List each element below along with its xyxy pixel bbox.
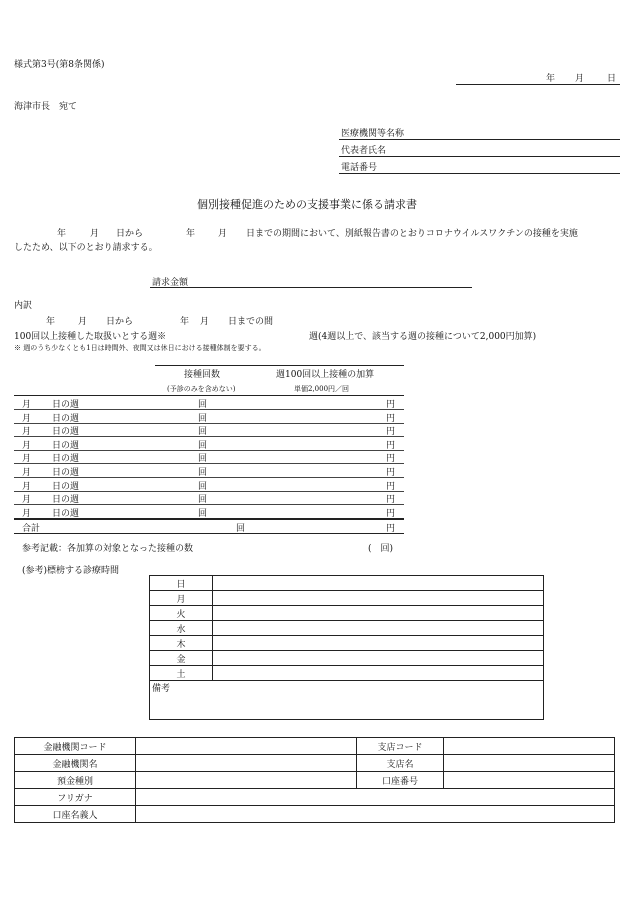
total-unit: 回 xyxy=(236,524,246,534)
weeks-label: 100回以上接種した取扱いとする週※ xyxy=(14,332,167,342)
hours-day-field[interactable] xyxy=(213,651,544,666)
intro-month1: 月 xyxy=(90,229,100,239)
account-holder-field[interactable] xyxy=(136,806,615,823)
weekly-table-top-line xyxy=(155,365,404,366)
hours-day-field[interactable] xyxy=(213,591,544,606)
claim-amount-label: 請求金額 xyxy=(152,278,189,288)
breakdown-month2: 月 xyxy=(200,317,210,327)
date-month: 月 xyxy=(575,74,585,84)
intro-from: 日から xyxy=(116,229,144,239)
breakdown-from: 日から xyxy=(106,317,134,327)
breakdown-month1: 月 xyxy=(78,317,88,327)
col-addition-header: 週100回以上接種の加算 xyxy=(276,370,375,380)
phone-line xyxy=(339,173,620,174)
intro-line2: したため、以下のとおり請求する。 xyxy=(14,243,158,253)
bank-row xyxy=(15,755,615,772)
week-count-unit: 回 xyxy=(198,400,208,410)
week-row xyxy=(14,396,404,410)
hours-day-field[interactable] xyxy=(213,621,544,636)
week-row xyxy=(14,505,404,519)
week-day-label: 日の週 xyxy=(52,508,80,519)
week-day-label: 日の週 xyxy=(52,454,80,465)
week-yen-unit: 円 xyxy=(386,468,396,478)
account-holder-label: 口座名義人 xyxy=(15,806,136,823)
date-day: 日 xyxy=(607,74,617,84)
week-count-unit: 回 xyxy=(198,454,208,465)
date-year: 年 xyxy=(546,74,556,84)
bank-row xyxy=(15,806,615,823)
week-month-label: 月 xyxy=(22,400,32,410)
reference-paren: ( 回) xyxy=(368,544,394,554)
week-count-unit: 回 xyxy=(198,427,208,438)
account-number-label: 口座番号 xyxy=(357,772,444,789)
week-yen-unit: 円 xyxy=(386,508,396,519)
week-day-label: 日の週 xyxy=(52,427,80,438)
hours-day-label: 月 xyxy=(150,591,213,606)
asterisk-note: ※ 週のうち少なくとも1日は時間外、夜間又は休日における接種体制を要する。 xyxy=(14,344,266,352)
week-month-label: 月 xyxy=(22,468,32,478)
institution-name-line xyxy=(339,139,620,140)
week-yen-unit: 円 xyxy=(386,440,396,451)
week-day-label: 日の週 xyxy=(52,495,80,506)
intro-year1: 年 xyxy=(57,229,67,239)
branch-name-field[interactable] xyxy=(444,755,615,772)
branch-name-label: 支店名 xyxy=(357,755,444,772)
week-row xyxy=(14,464,404,478)
representative-line xyxy=(339,156,620,157)
hours-day-label: 火 xyxy=(150,606,213,621)
intro-rest: 日までの期間において、別紙報告書のとおりコロナウイルスワクチンの接種を実施 xyxy=(246,229,578,239)
week-month-label: 月 xyxy=(22,495,32,506)
bank-table xyxy=(14,737,615,823)
document-title: 個別接種促進のための支援事業に係る請求書 xyxy=(197,198,417,211)
bank-name-label: 金融機関名 xyxy=(15,755,136,772)
week-row xyxy=(14,410,404,424)
hours-row xyxy=(150,636,544,651)
furigana-field[interactable] xyxy=(136,789,615,806)
total-yen: 円 xyxy=(386,524,396,534)
weeks-note: 週(4週以上で、該当する週の接種について2,000円加算) xyxy=(309,332,537,342)
week-yen-unit: 円 xyxy=(386,495,396,506)
week-month-label: 月 xyxy=(22,508,32,519)
bank-code-field[interactable] xyxy=(136,738,357,755)
hours-remarks-row xyxy=(150,681,544,720)
claim-amount-line xyxy=(150,287,472,288)
total-top-line xyxy=(14,518,404,520)
date-underline xyxy=(456,84,620,85)
week-count-unit: 回 xyxy=(198,508,208,519)
hours-day-label: 水 xyxy=(150,621,213,636)
hours-day-field[interactable] xyxy=(213,576,544,591)
reference-note: 参考記載：各加算の対象となった接種の数 xyxy=(22,544,194,554)
hours-row xyxy=(150,621,544,636)
intro-month2: 月 xyxy=(218,229,228,239)
hours-day-label: 金 xyxy=(150,651,213,666)
breakdown-year1: 年 xyxy=(46,317,56,327)
hours-label: (参考)標榜する診療時間 xyxy=(22,566,120,576)
hours-day-label: 日 xyxy=(150,576,213,591)
addressee: 海津市長 宛て xyxy=(14,102,78,112)
week-day-label: 日の週 xyxy=(52,468,80,478)
hours-row xyxy=(150,666,544,681)
week-yen-unit: 円 xyxy=(386,481,396,492)
hours-day-field[interactable] xyxy=(213,606,544,621)
week-count-unit: 回 xyxy=(198,468,208,478)
week-day-label: 日の週 xyxy=(52,413,80,424)
hours-row xyxy=(150,606,544,621)
week-yen-unit: 円 xyxy=(386,427,396,438)
week-month-label: 月 xyxy=(22,440,32,451)
account-type-field[interactable] xyxy=(136,772,357,789)
bank-name-field[interactable] xyxy=(136,755,357,772)
col-addition-sub: 単価2,000円／回 xyxy=(294,385,350,393)
remarks-field[interactable] xyxy=(150,681,544,720)
hours-row xyxy=(150,651,544,666)
hours-day-field[interactable] xyxy=(213,666,544,681)
phone-label: 電話番号 xyxy=(341,163,378,173)
branch-code-field[interactable] xyxy=(444,738,615,755)
week-row xyxy=(14,491,404,505)
week-row xyxy=(14,437,404,451)
week-yen-unit: 円 xyxy=(386,454,396,465)
breakdown-year2: 年 xyxy=(180,317,190,327)
week-row xyxy=(14,450,404,464)
form-number: 様式第3号(第8条関係) xyxy=(14,60,105,70)
bank-code-label: 金融機関コード xyxy=(15,738,136,755)
week-month-label: 月 xyxy=(22,454,32,465)
week-count-unit: 回 xyxy=(198,413,208,424)
week-row xyxy=(14,423,404,437)
account-number-field[interactable] xyxy=(444,772,615,789)
bank-row xyxy=(15,772,615,789)
week-row xyxy=(14,478,404,492)
intro-year2: 年 xyxy=(186,229,196,239)
week-yen-unit: 円 xyxy=(386,413,396,424)
week-count-unit: 回 xyxy=(198,440,208,451)
total-label: 合計 xyxy=(22,524,41,534)
remarks-label: 備考 xyxy=(152,684,171,694)
bank-row xyxy=(15,738,615,755)
branch-code-label: 支店コード xyxy=(357,738,444,755)
hours-day-label: 土 xyxy=(150,666,213,681)
week-month-label: 月 xyxy=(22,481,32,492)
week-count-unit: 回 xyxy=(198,495,208,506)
week-month-label: 月 xyxy=(22,427,32,438)
breakdown-label: 内訳 xyxy=(14,301,33,311)
furigana-label: フリガナ xyxy=(15,789,136,806)
institution-name-label: 医療機関等名称 xyxy=(341,129,405,139)
week-yen-unit: 円 xyxy=(386,400,396,410)
hours-row xyxy=(150,591,544,606)
week-day-label: 日の週 xyxy=(52,481,80,492)
col-count-sub: (予診のみを含めない) xyxy=(167,385,236,393)
total-bottom-line xyxy=(14,533,404,534)
week-month-label: 月 xyxy=(22,413,32,424)
representative-label: 代表者氏名 xyxy=(341,146,387,156)
week-count-unit: 回 xyxy=(198,481,208,492)
week-day-label: 日の週 xyxy=(52,440,80,451)
hours-row xyxy=(150,576,544,591)
account-type-label: 預金種別 xyxy=(15,772,136,789)
hours-day-label: 木 xyxy=(150,636,213,651)
bank-row xyxy=(15,789,615,806)
hours-table xyxy=(149,575,544,720)
hours-day-field[interactable] xyxy=(213,636,544,651)
col-count-header: 接種回数 xyxy=(184,370,221,380)
week-day-label: 日の週 xyxy=(52,400,80,410)
breakdown-until: 日までの間 xyxy=(228,317,274,327)
